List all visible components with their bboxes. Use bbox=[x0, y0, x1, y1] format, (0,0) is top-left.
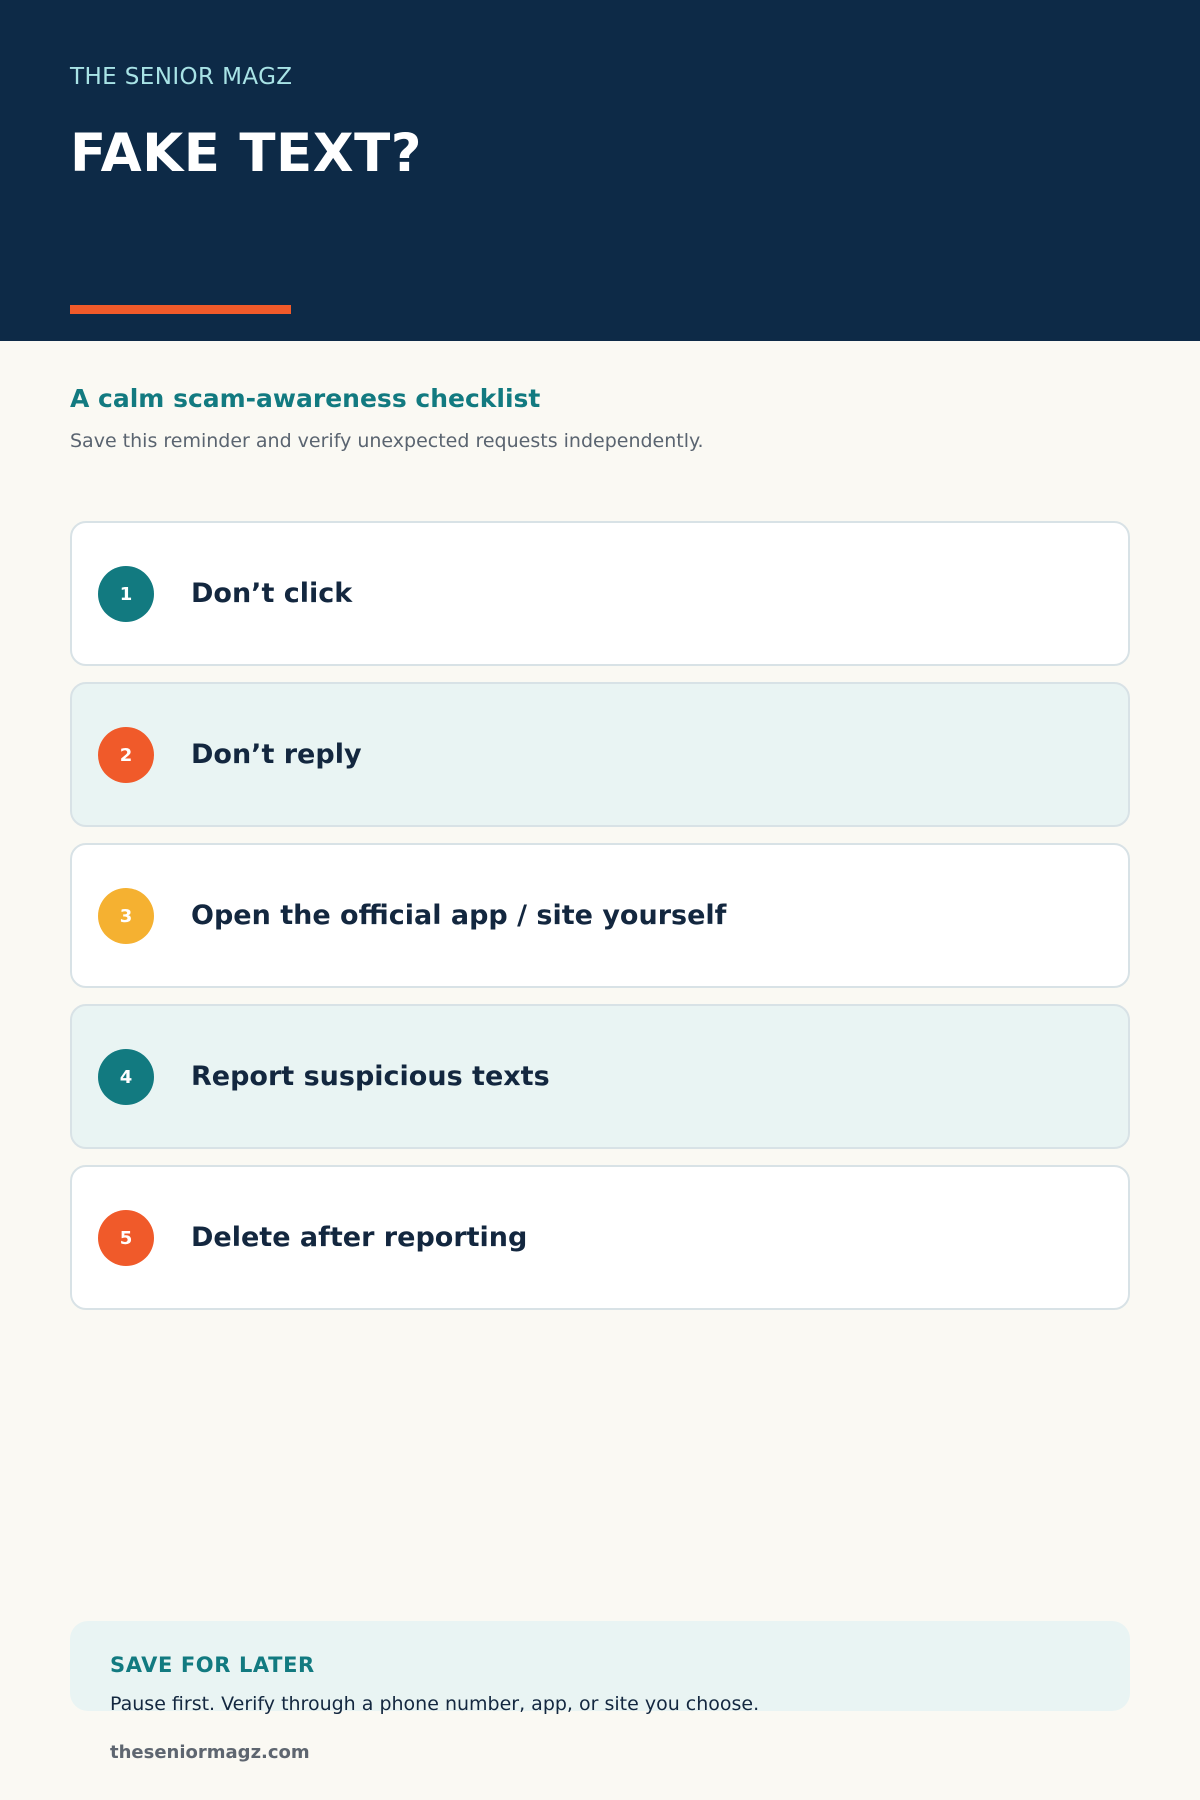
checklist-item-label: Report suspicious texts bbox=[191, 1061, 550, 1092]
checklist-item-1 bbox=[70, 521, 1130, 666]
header-banner bbox=[0, 0, 1200, 341]
accent-bar bbox=[70, 305, 291, 314]
save-for-later-text: Pause first. Verify through a phone number, app, or site you choose. bbox=[110, 1693, 760, 1715]
step-number-badge: 4 bbox=[98, 1049, 154, 1105]
step-number-badge: 1 bbox=[98, 566, 154, 622]
checklist-description: Save this reminder and verify unexpected requests independently. bbox=[70, 430, 704, 452]
checklist-item-label: Open the official app / site yourself bbox=[191, 900, 727, 931]
website-url: theseniormagz.com bbox=[110, 1742, 310, 1763]
checklist-item-label: Delete after reporting bbox=[191, 1222, 528, 1253]
brand-name: THE SENIOR MAGZ bbox=[70, 64, 293, 90]
checklist-item-label: Don’t reply bbox=[191, 739, 362, 770]
checklist-item-5 bbox=[70, 1165, 1130, 1310]
step-number-badge: 5 bbox=[98, 1210, 154, 1266]
checklist-item-2 bbox=[70, 682, 1130, 827]
checklist-subtitle: A calm scam-awareness checklist bbox=[70, 384, 541, 413]
save-for-later-title: SAVE FOR LATER bbox=[110, 1653, 315, 1677]
checklist-item-label: Don’t click bbox=[191, 578, 353, 609]
checklist-item-4 bbox=[70, 1004, 1130, 1149]
page-title: FAKE TEXT? bbox=[70, 123, 422, 184]
step-number-badge: 3 bbox=[98, 888, 154, 944]
step-number-badge: 2 bbox=[98, 727, 154, 783]
checklist-item-3 bbox=[70, 843, 1130, 988]
